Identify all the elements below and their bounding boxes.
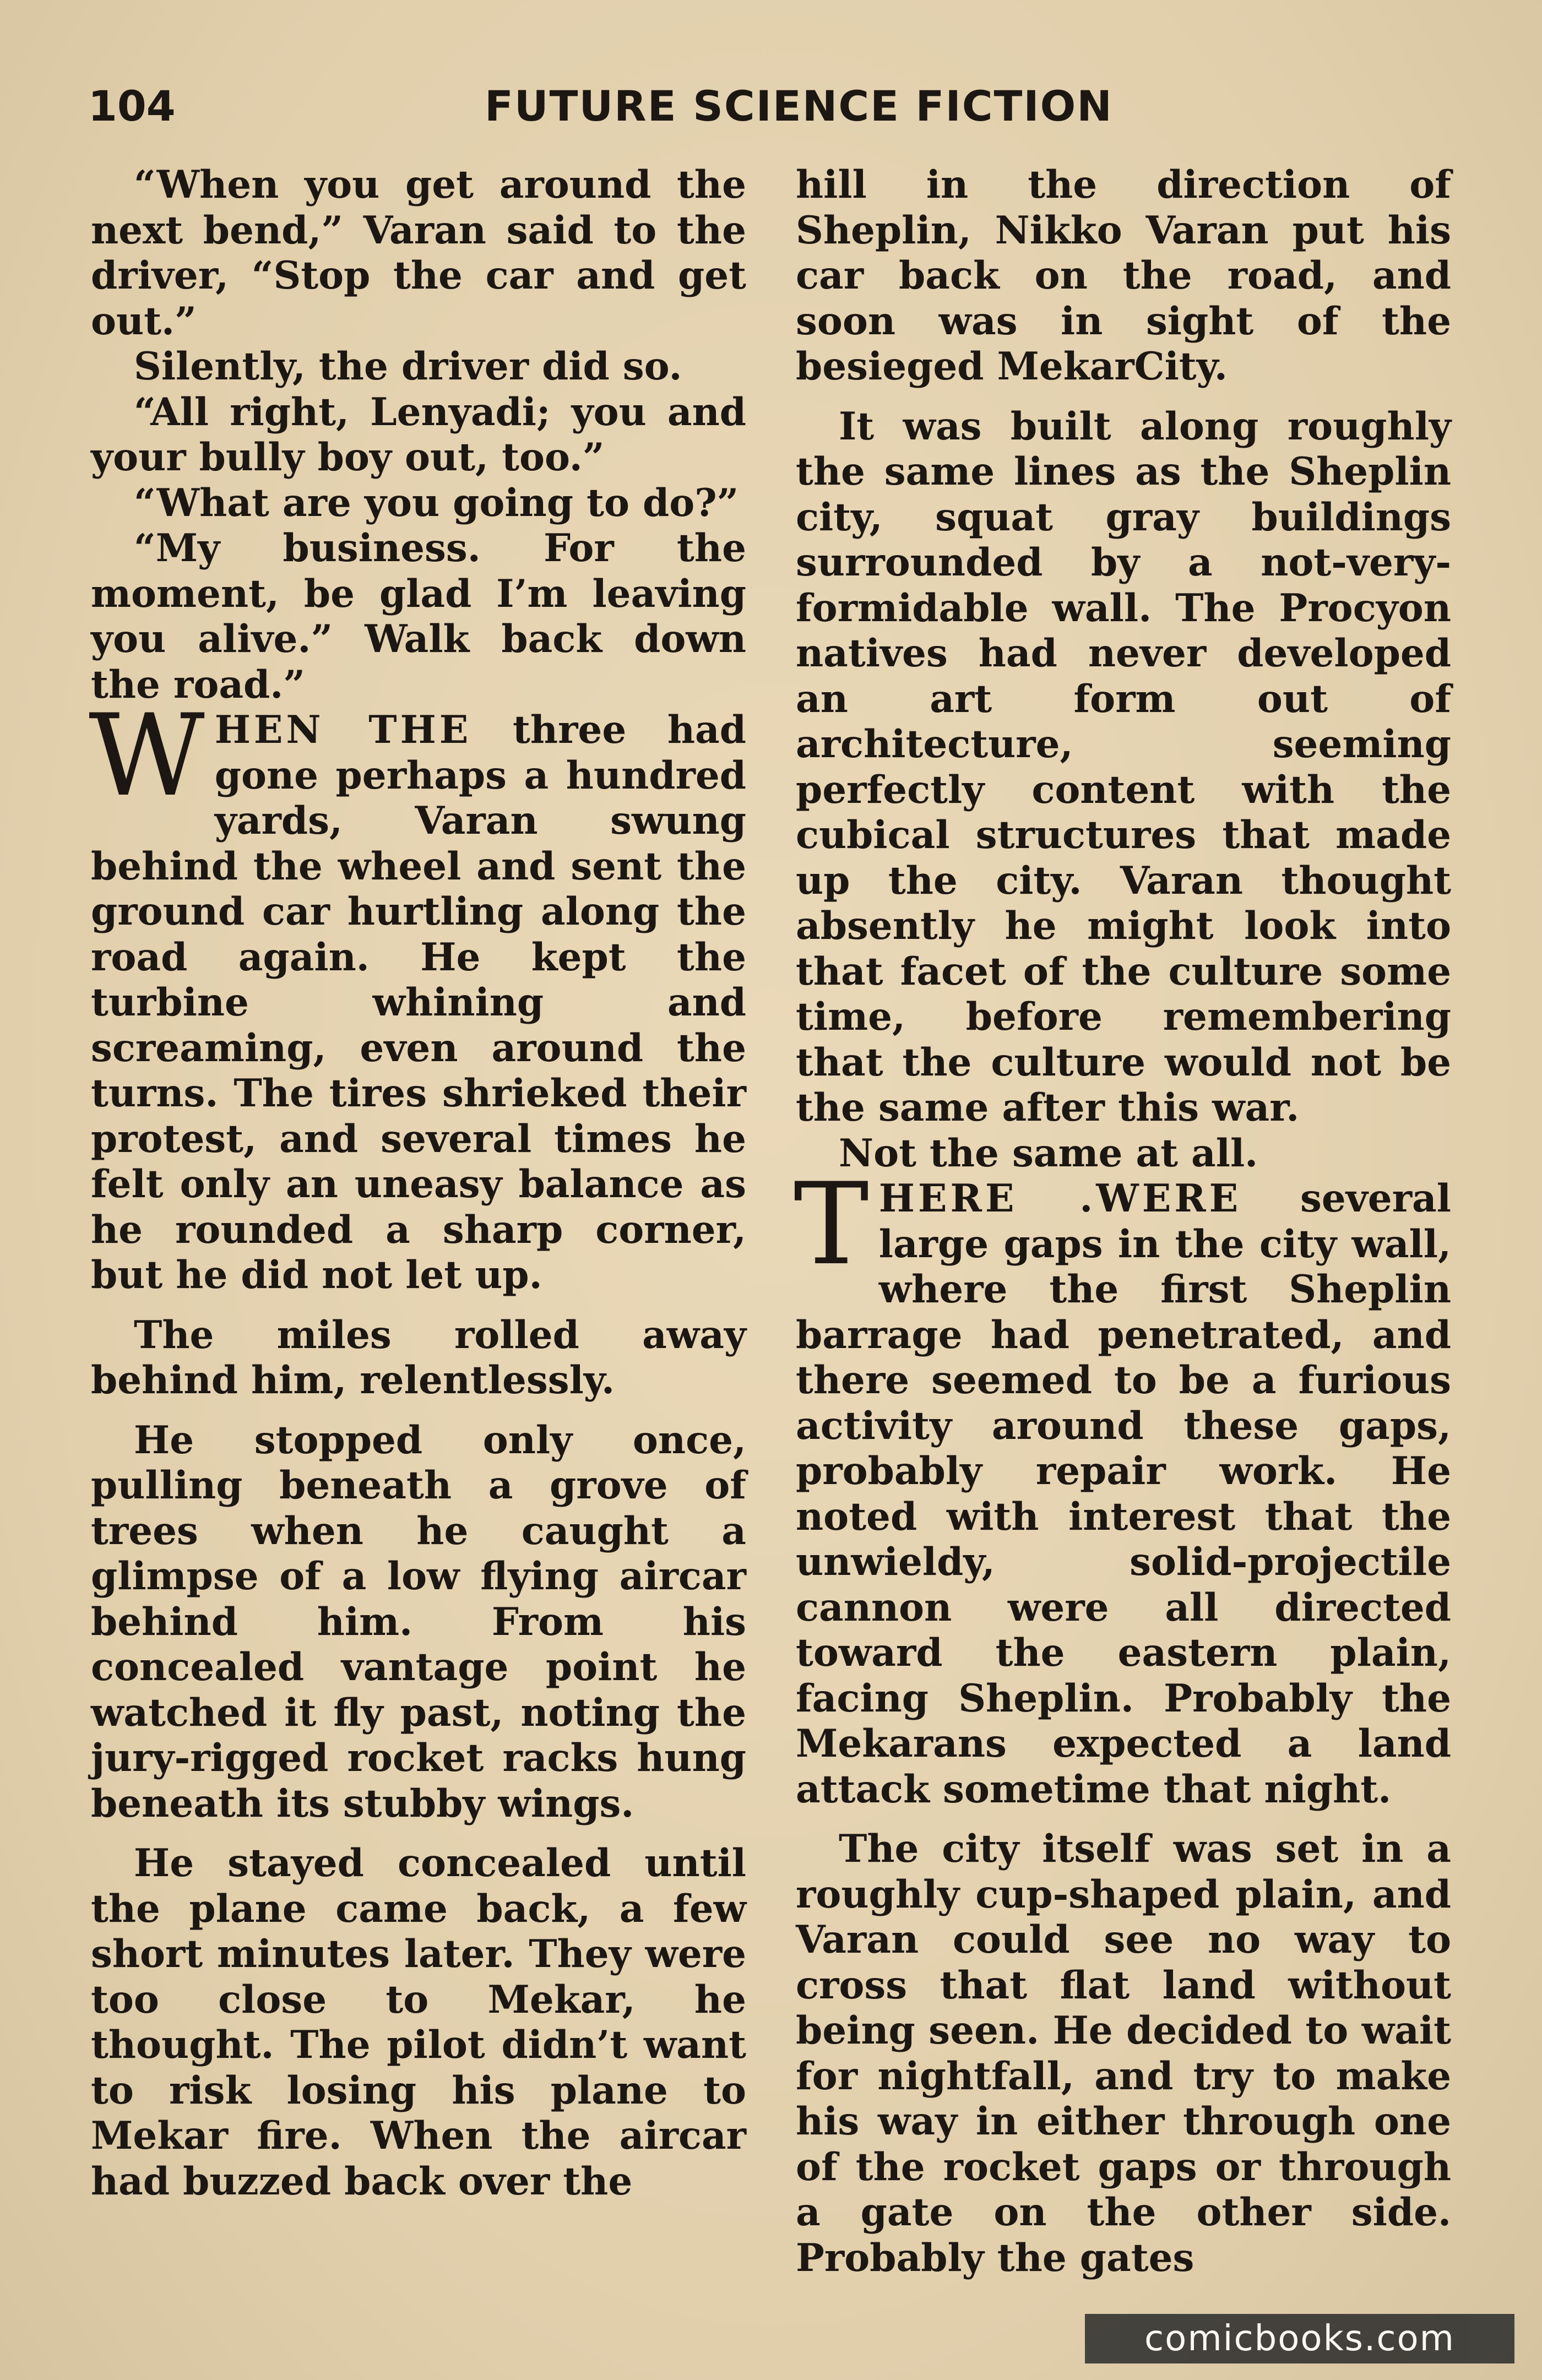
paragraph: He stopped only once, pulling beneath a grove of trees when he caught a glimpse of a low flying aircar behind him. From his concealed vantage point he watched it fly past, noting the jury-rigged rocket racks hung beneath its stubby wings.	[91, 1417, 746, 1826]
paragraph: It was built along roughly the same lines as the Sheplin city, squat gray buildings surrounded by a not-very-formidable wall. The Procyon natives had never developed an art form out of architecture, seeming perfectly content with the cubical structures that made up the city. Varan thought absently he might look into that facet of the culture some time, before remembering that the culture would not be the same after this war.	[796, 404, 1451, 1130]
paragraph: Not the same at all.	[839, 1131, 1258, 1176]
paragraph: The city itself was set in a roughly cup-shaped plain, and Varan could see no way to cross that flat land without being seen. He decided to wait for nightfall, and try to make his way in either through one of the rocket gaps or through a gate on the other side. Probably the gates	[796, 1827, 1451, 2280]
left-column	[91, 162, 746, 2204]
paragraph: “What are you going to do?”	[134, 480, 739, 525]
page-number: 104	[88, 81, 176, 131]
small-caps-lead: HEN THE	[214, 708, 472, 752]
drop-cap: W	[89, 691, 205, 822]
paragraph: Silently, the driver did so.	[134, 344, 682, 389]
section-opening-paragraph	[794, 1159, 1451, 1812]
section-opening-paragraph	[89, 691, 747, 1298]
page-header	[88, 70, 1465, 137]
drop-cap: T	[794, 1159, 869, 1290]
paragraph: hill in the direction of Sheplin, Nikko Varan put his car back on the road, and soon was in sight of the besieged MekarCity.	[796, 162, 1451, 389]
paragraph: He stayed concealed until the plane came back, a few short minutes later. They were too close to Mekar, he thought. The pilot didn’t want to risk losing his plane to Mekar fire. When the aircar had buzzed back over the	[91, 1841, 746, 2204]
right-column	[796, 162, 1451, 2281]
paragraph: “My business. For the moment, be glad I’m leaving you alive.” Walk back down the road.”	[91, 526, 746, 707]
running-title: FUTURE SCIENCE FICTION	[485, 81, 1113, 131]
paragraph-text: three had gone perhaps a hundred yards, Varan swung behind the wheel and sent the ground car hurtling along the road again. He kept the turbine whining and screaming, even around the turns. The tires shrieked their protest, and several times he felt only an uneasy balance as he rounded a sharp corner, but he did not let up.	[91, 708, 747, 1297]
paragraph: “All right, Lenyadi; you and your bully boy out, too.”	[91, 389, 746, 480]
source-watermark: comicbooks.com	[1085, 2314, 1514, 2363]
paragraph: “When you get around the next bend,” Varan said to the driver, “Stop the car and get out.”	[91, 162, 746, 344]
paragraph-text: several large gaps in the city wall, where the first Sheplin barrage had penetrated, and there seemed to be a furious activity around these gaps, probably repair work. He noted with interest that the unwieldy, solid-projectile cannon were all directed toward the eastern plain, facing Sheplin. Probably the Mekarans expected a land attack sometime that night.	[796, 1176, 1451, 1812]
paragraph: The miles rolled away behind him, relentlessly.	[91, 1312, 746, 1403]
small-caps-lead: HERE .WERE	[878, 1176, 1242, 1221]
